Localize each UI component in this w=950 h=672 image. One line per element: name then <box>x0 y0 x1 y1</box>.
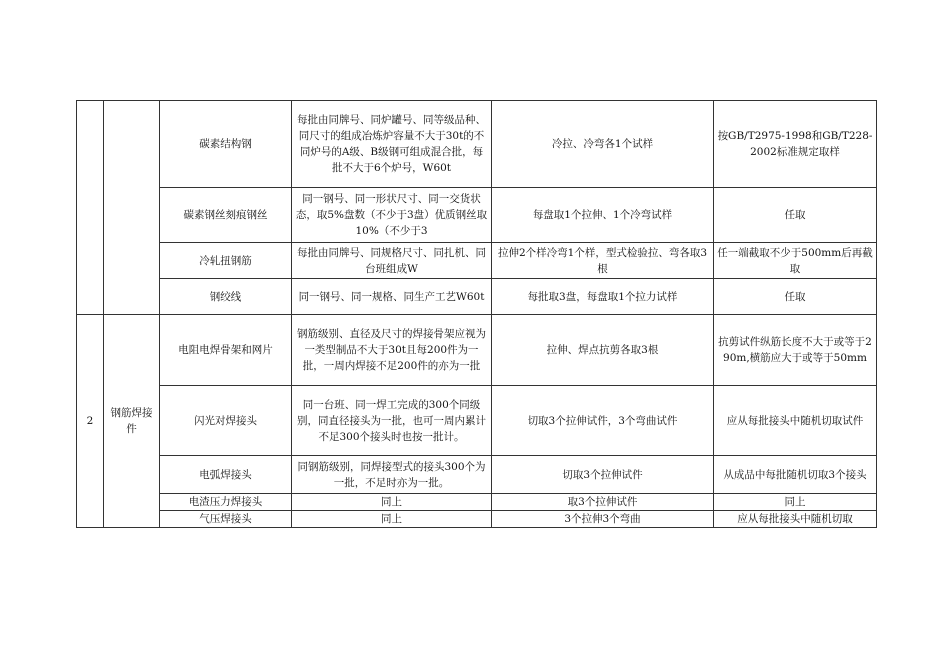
batch-rule-cell: 每批由同牌号、同规格尺寸、同扎机、同台班组成W <box>292 243 492 279</box>
material-cell: 钢绞线 <box>160 279 292 315</box>
test-item-cell: 切取3个拉伸试件，3个弯曲试件 <box>492 386 714 456</box>
test-item-cell: 拉伸、焊点抗剪各取3根 <box>492 315 714 386</box>
material-cell: 电渣压力焊接头 <box>160 494 292 511</box>
table-row <box>77 456 877 494</box>
batch-rule-cell: 同上 <box>292 511 492 528</box>
sampling-method-cell: 任一端截取不少于500mm后再截取 <box>714 243 877 279</box>
table-row <box>77 315 877 386</box>
sampling-method-cell: 任取 <box>714 188 877 243</box>
table-row <box>77 494 877 511</box>
test-item-cell: 每批取3盘，每盘取1个拉力试样 <box>492 279 714 315</box>
batch-rule-cell: 同一钢号、同一规格、同生产工艺W60t <box>292 279 492 315</box>
batch-rule-cell: 同钢筋级别，同焊接型式的接头300个为一批，不足时亦为一批。 <box>292 456 492 494</box>
material-cell: 电弧焊接头 <box>160 456 292 494</box>
category-cell-empty <box>104 101 160 315</box>
table-row <box>77 279 877 315</box>
material-cell: 电阻电焊骨架和网片 <box>160 315 292 386</box>
test-item-cell: 拉伸2个样冷弯1个样，型式检验拉、弯各取3根 <box>492 243 714 279</box>
test-item-cell: 切取3个拉伸试件 <box>492 456 714 494</box>
index-cell: 2 <box>77 315 104 528</box>
table-row <box>77 188 877 243</box>
material-cell: 闪光对焊接头 <box>160 386 292 456</box>
material-cell: 冷轧扭钢筋 <box>160 243 292 279</box>
test-item-cell: 每盘取1个拉伸、1个冷弯试样 <box>492 188 714 243</box>
batch-rule-cell: 钢筋级别、直径及尺寸的焊接骨架应视为一类型制品不大于30t且每200件为一批，一周内焊接不足200件的亦为一批 <box>292 315 492 386</box>
sampling-method-cell: 应从每批接头中随机切取试件 <box>714 386 877 456</box>
material-cell: 气压焊接头 <box>160 511 292 528</box>
test-item-cell: 3个拉伸3个弯曲 <box>492 511 714 528</box>
sampling-table <box>76 100 877 528</box>
batch-rule-text: 同一钢号、同一形状尺寸、同一交货状态，取5%盘数（不少于3盘）优质钢丝取10%（不少于3 <box>295 193 488 237</box>
sampling-method-cell: 抗剪试件纵筋长度不大于或等于290m,横筋应大于或等于50mm <box>714 315 877 386</box>
batch-rule-cell: 同上 <box>292 494 492 511</box>
batch-rule-cell: 同一台班、同一焊工完成的300个同级别，同直径接头为一批，也可一周内累计不足300个接头时也按一批计。 <box>292 386 492 456</box>
material-cell: 碳素钢丝刻痕钢丝 <box>160 188 292 243</box>
batch-rule-cell: 每批由同牌号、同炉罐号、同等级品种、同尺寸的组成冶炼炉容量不大于30t的不同炉号的A级、B级钢可组成混合批，每批不大于6个炉号，W60t <box>292 101 492 188</box>
table-row <box>77 386 877 456</box>
test-item-cell: 冷拉、冷弯各1个试样 <box>492 101 714 188</box>
index-cell-empty <box>77 101 104 315</box>
table-row <box>77 101 877 188</box>
sampling-method-cell: 从成品中每批随机切取3个接头 <box>714 456 877 494</box>
category-cell: 钢筋焊接件 <box>104 315 160 528</box>
material-cell: 碳素结构钢 <box>160 101 292 188</box>
test-item-cell: 取3个拉伸试件 <box>492 494 714 511</box>
table-row <box>77 243 877 279</box>
sampling-method-cell: 任取 <box>714 279 877 315</box>
sampling-method-cell: 按GB/T2975-1998和GB/T228-2002标准规定取样 <box>714 101 877 188</box>
sampling-method-cell: 同上 <box>714 494 877 511</box>
sampling-method-cell: 应从每批接头中随机切取 <box>714 511 877 528</box>
batch-rule-cell <box>292 188 492 243</box>
table-row <box>77 511 877 528</box>
